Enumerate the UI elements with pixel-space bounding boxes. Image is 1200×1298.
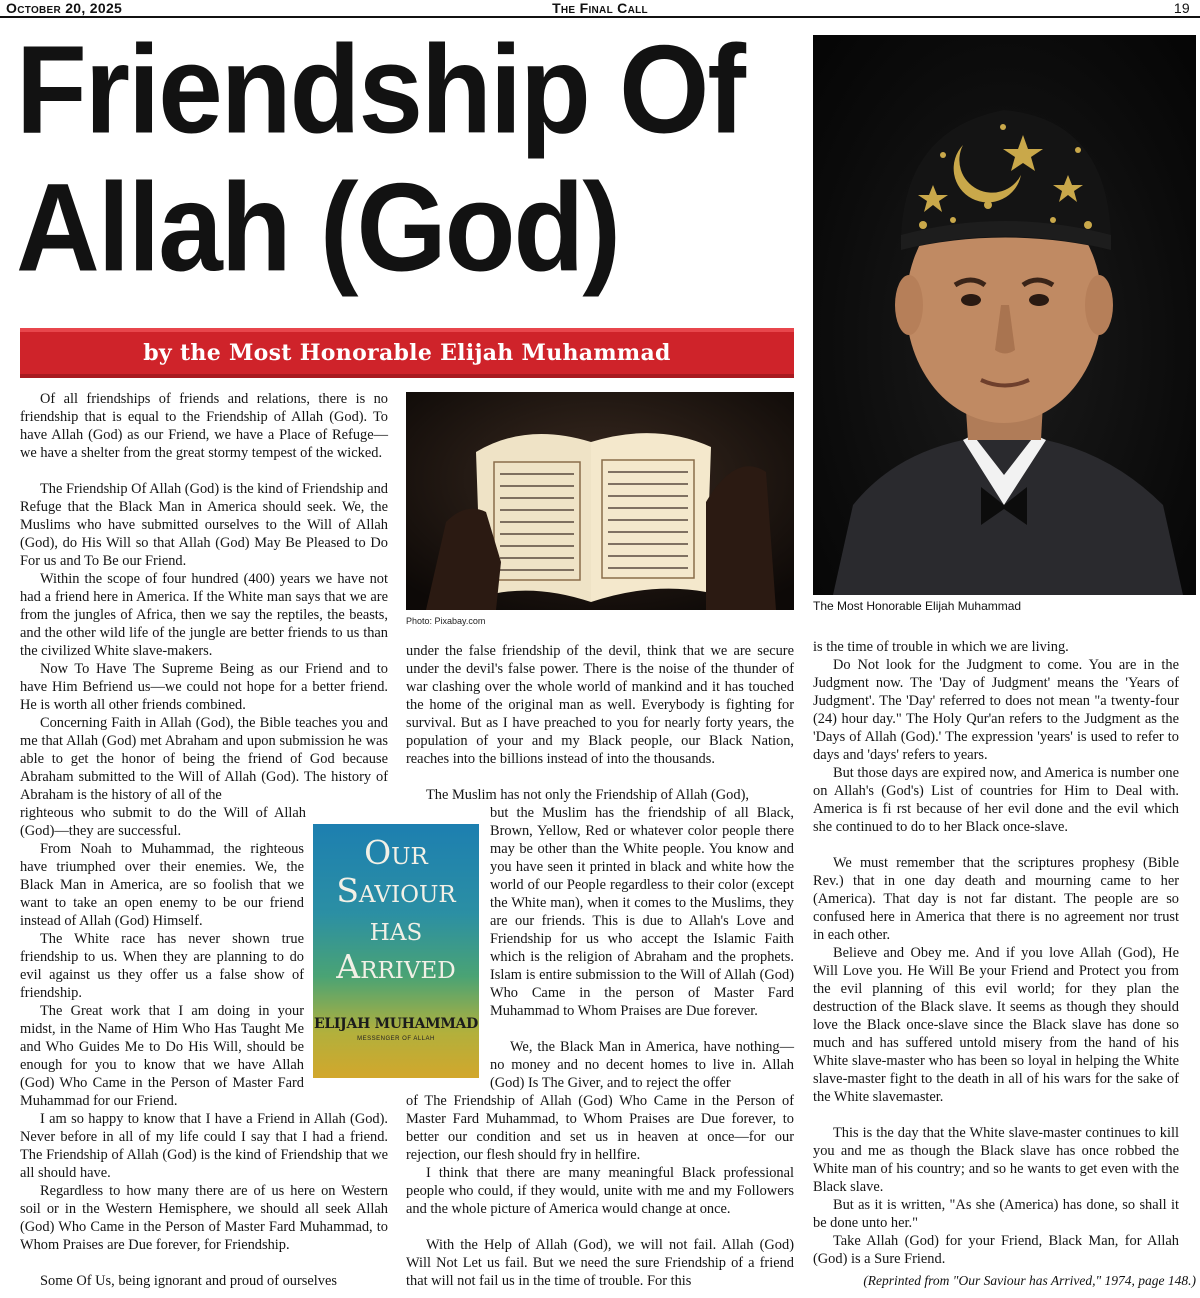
byline: by the Most Honorable Elijah Muhammad [143,340,671,366]
page-header [0,0,1200,18]
portrait-photo [813,35,1196,595]
col2-paragraph-2: The Muslim has not only the Friendship of Allah (God), [426,787,749,803]
col2-paragraph-5: With the Help of Allah (God), we will not fail. Allah (God) Will Not Let us fail. But we need the sure Friendship of a friend that will not fail us in the time of trouble. For this [406,1237,794,1289]
col2-paragraph-2-wrap: but the Muslim has the friendship of all Black, Brown, Yellow, Red or whatever color people there may be other than the White people. You know and you have seen it printed in black and white how the world of our People regardless to their color (except the White man), when it comes to the Muslims, they are our friends. This is due to Allah's Love and Friendship for us who accept the Islamic Faith which is the religion of Abraham and the prophets. Islam is entire submission to the Will of Allah (God) Who Came in the person of Master Fard Muhammad to Whom Praises are Due forever. [490,805,794,1019]
book-author: ELIJAH MUHAMMAD [314,1016,478,1032]
headline-line-1: Friendship Of [16,18,744,160]
publication-name: The Final Call [552,0,648,16]
col1-paragraph-4: Now To Have The Supreme Being as our Friend and to have Him Befriend us—we could not hope for a better friend. He is worth all other friends combined. [20,661,388,713]
col1-paragraph-7: The White race has never shown true friendship to us. When they are planning to do evil against us they offer us a false show of friendship. [20,931,304,1001]
col1-paragraph-6: From Noah to Muhammad, the righteous have triumphed over their enemies. We, the Black Man in America, are so foolish that we want to take an open enemy to be our friend instead of Allah (God) Himself. [20,841,304,929]
book-cover [313,824,479,1078]
headline-line-2: Allah (God) [16,157,620,298]
headline [16,20,806,296]
issue-date: October 20, 2025 [6,0,123,16]
quran-illustration [406,392,794,610]
col1-paragraph-11: Some Of Us, being ignorant and proud of ourselves [40,1273,337,1289]
col3-paragraph-7: But as it is written, "As she (America) has done, so shall it be done unto her." [813,1197,1179,1231]
byline-banner [20,328,794,378]
col1-paragraph-8: The Great work that I am doing in your midst, in the Name of Him Who Has Taught Me and Who Guides Me to Do His Will, should be enough for you to know that we have Allah (God) Who Came in the Person of Master Fard Muhammad for our Friend. [20,1003,304,1109]
col3-paragraph-5: Believe and Obey me. And if you love Allah (God), He Will Love you. He Will Be your Friend and Protect you from the evil planning of this evil world; for they plan the destruction of the Black slave. It seems as though they should love the Black once-slave since the Black slave has done so much and has suffered untold misery from the hand of his White slave-master who has been so loyal in helping the White slave-master fight to the death in all of his wars for the sake of the White slavemaster. [813,945,1179,1105]
photo-credit: Photo: Pixabay.com [406,616,486,626]
col1-paragraph-1: Of all friendships of friends and relations, there is no friendship that is equal to the Friendship of Allah (God). To have Allah (God) as our Friend, we have a Place of Refuge—we have a shelter from the great stormy tempest of the wicked. [20,391,388,461]
col3-paragraph-8: Take Allah (God) for your Friend, Black Man, for Allah (God) is a Sure Friend. [813,1233,1179,1267]
col2-paragraph-4: I think that there are many meaningful Black professional people who could, if they would, unite with me and my Followers and the whole picture of America would change at once. [406,1165,794,1217]
col3-paragraph-1: is the time of trouble in which we are living. [813,639,1069,655]
col3-paragraph-3: But those days are expired now, and America is number one on Allah's (God's) List of countries for Him to Deal with. America is fi rst because of her evil done and the evil which she continued to do to her Black once-slave. [813,765,1179,835]
book-subtitle: MESSENGER OF ALLAH [357,1036,435,1042]
col1-paragraph-3: Within the scope of four hundred (400) years we have not had a friend here in America. If the White man says that we are from the jungles of Africa, then we say the reptiles, the beasts, and the other wild life of the jungle are better friends to us than the civilized White slave-makers. [20,571,388,659]
col1-paragraph-2: The Friendship Of Allah (God) is the kind of Friendship and Refuge that the Black Man in America should seek. We, the Muslims who have submitted ourselves to the Will of Allah (God), do His Will so that Allah (God) May Be Pleased to Do For us and To Be our Friend. [20,481,388,569]
quran-photo [406,392,794,610]
col1-paragraph-10: Regardless to how many there are of us here on Western soil or in the Western Hemisphere, we should all seek Allah (God) Who Came in the Person of Master Fard Muhammad, to Whom Praises are Due forever, for Friendship. [20,1183,388,1253]
col1-paragraph-5-wrap: righteous who submit to do the Will of Allah (God)—they are successful. [20,805,306,839]
portrait-caption: The Most Honorable Elijah Muhammad [813,599,1022,613]
col3-paragraph-2: Do Not look for the Judgment to come. You are in the Judgment now. The 'Day of Judgment' means the 'Years of Judgment'. The 'Day' referred to does not mean "a twenty-four (24) hour day." The Holy Qur'an refers to the Judgment as the 'Days of Allah (God).' The expression 'years' is used to refer to days and 'days' refers to years. [813,657,1179,763]
col3-paragraph-6: This is the day that the White slave-master continues to kill you and me as though the Black slave has once robbed the White man of his country; and so he wants to get even with the Black slave. [813,1125,1179,1195]
col2-paragraph-1: under the false friendship of the devil, think that we are secure under the devil's false power. There is the noise of the thunder of war clashing over the whole world of mankind and it has touched the home of the original man as well. Everybody is fighting for survival. But as I have preached to you for nearly forty years, the population of your and my Black people, our Black Nation, reaches into the billions instead of into the thousands. [406,643,794,767]
col3-paragraph-4: We must remember that the scriptures prophesy (Bible Rev.) that in one day death and mourning came to her (America). That day is not far distant. The people are so confused here in America that there is no agreement nor trust in each other. [813,855,1179,943]
reprint-note: (Reprinted from "Our Saviour has Arrived," 1974, page 148.) [863,1273,1196,1288]
col2-paragraph-3-wrap: of The Friendship of Allah (God) Who Came in the Person of Master Fard Muhammad, to Whom Praises are Due forever, to better our condition and set us in heaven at once—for our rejection, our flesh should fry in hellfire. [406,1093,794,1163]
book-title: Our Saviour has Arrived [336,833,456,986]
col2-paragraph-3: We, the Black Man in America, have nothing—no money and no decent homes to live in. Allah (God) Is The Giver, and to reject the offer [490,1039,794,1091]
portrait-illustration [813,35,1196,595]
col1-paragraph-5: Concerning Faith in Allah (God), the Bible teaches you and me that Allah (God) met Abraham and upon submission he was able to get the honor of being the friend of God because Abraham submitted to the Will of Allah (God). The history of Abraham is the history of all of the [20,715,388,803]
col1-paragraph-9: I am so happy to know that I have a Friend in Allah (God). Never before in all of my life could I say that I had a friend. The Friendship of Allah (God) is the kind of Friendship that we all should have. [20,1111,388,1181]
page-number: 19 [1173,0,1190,16]
